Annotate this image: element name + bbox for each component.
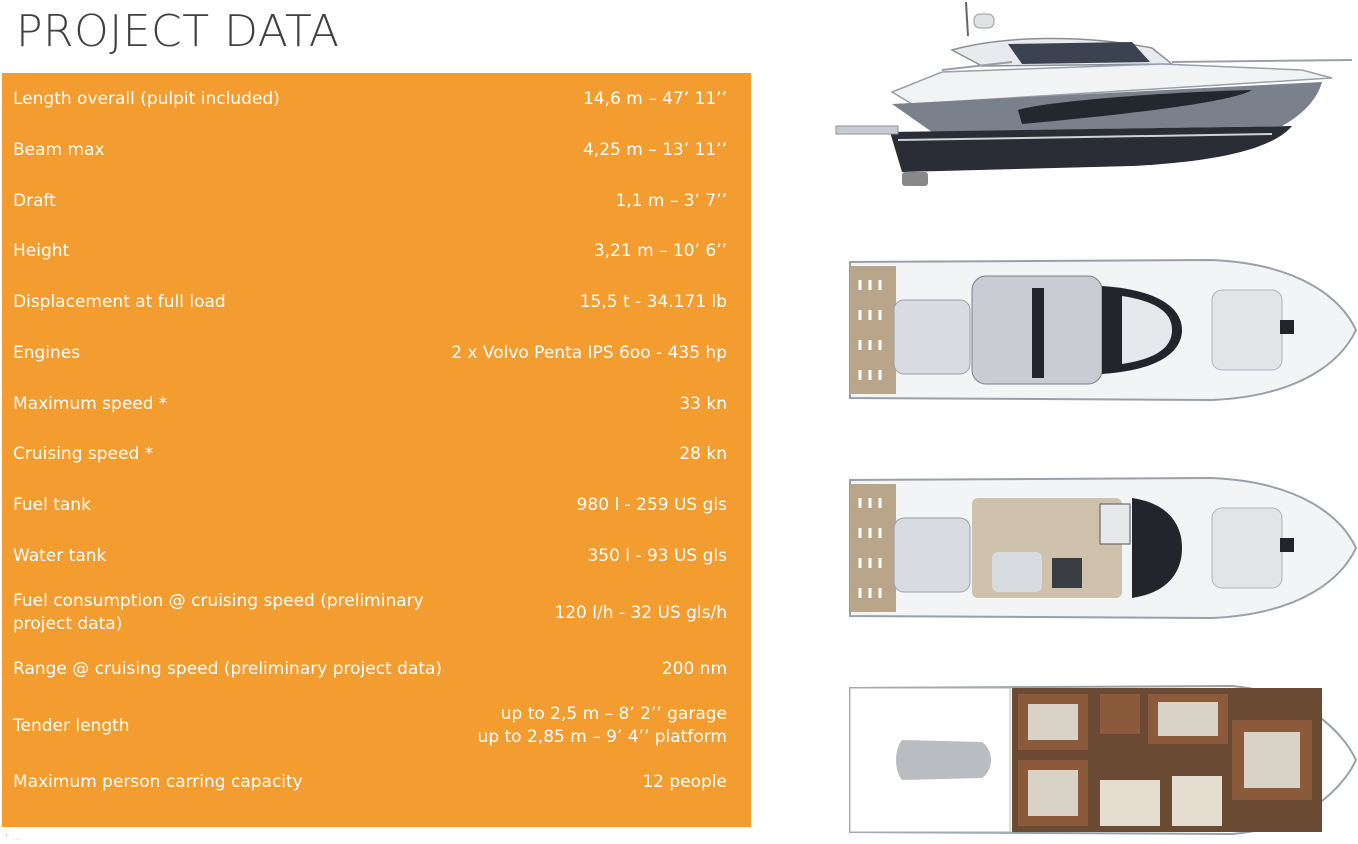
spec-row-max-speed: [2, 381, 751, 427]
spec-row-engines: [2, 330, 751, 376]
spec-value: 33 kn: [679, 393, 727, 414]
spec-row-range: [2, 646, 751, 692]
spec-label: Engines: [13, 342, 81, 363]
spec-row-draft: [2, 178, 751, 224]
spec-value: up to 2,5 m – 8’ 2’’ garage up to 2,85 m – 9’ 4’’ platform: [477, 704, 727, 747]
page-title: PROJECT DATA: [16, 6, 340, 57]
spec-value: 980 l - 259 US gls: [576, 494, 727, 515]
spec-row-fuel-tank: [2, 482, 751, 528]
spec-label: Displacement at full load: [13, 291, 226, 312]
spec-value: 4,25 m – 13’ 11’’: [582, 139, 727, 160]
yacht-top-deck-icon: [832, 250, 1358, 410]
spec-label: Tender length: [13, 715, 130, 736]
yacht-lower-deck-plan-icon: [832, 680, 1358, 840]
yacht-side-profile-icon: [832, 0, 1358, 195]
spec-row-length: [2, 76, 751, 122]
spec-value: 28 kn: [679, 443, 727, 464]
spec-value: 200 nm: [661, 658, 727, 679]
spec-label: Fuel consumption @ cruising speed (preliminary project data): [13, 591, 424, 634]
spec-label: Length overall (pulpit included): [13, 88, 280, 109]
spec-row-beam: [2, 127, 751, 173]
spec-value: 14,6 m – 47’ 11’’: [582, 88, 727, 109]
spec-value: 1,1 m – 3’ 7’’: [615, 190, 727, 211]
spec-label: Water tank: [13, 545, 107, 566]
spec-label: Range @ cruising speed (preliminary project data): [13, 658, 443, 679]
spec-row-person-capacity: [2, 759, 751, 805]
spec-value: 350 l - 93 US gls: [587, 545, 727, 566]
spec-value: 12 people: [642, 771, 727, 792]
spec-row-water-tank: [2, 533, 751, 579]
spec-value: 2 x Volvo Penta IPS 6oo - 435 hp: [451, 342, 727, 363]
spec-label: Fuel tank: [13, 494, 91, 515]
spec-label: Maximum person carring capacity: [13, 771, 303, 792]
spec-label: Height: [13, 240, 70, 261]
spec-row-cruising-speed: [2, 431, 751, 477]
spec-value: 15,5 t - 34.171 lb: [579, 291, 727, 312]
spec-value: 120 l/h - 32 US gls/h: [554, 602, 727, 623]
spec-value: 3,21 m – 10’ 6’’: [593, 240, 727, 261]
spec-label: Beam max: [13, 139, 105, 160]
spec-label: Draft: [13, 190, 56, 211]
footnote: * ...: [4, 832, 22, 843]
specifications-panel: [2, 73, 751, 827]
spec-row-fuel-consumption: [2, 585, 751, 641]
spec-row-height: [2, 228, 751, 274]
spec-row-tender-length: [2, 698, 751, 754]
spec-label: Maximum speed *: [13, 393, 168, 414]
yacht-main-deck-icon: [832, 468, 1358, 628]
spec-label: Cruising speed *: [13, 443, 154, 464]
spec-row-displacement: [2, 279, 751, 325]
